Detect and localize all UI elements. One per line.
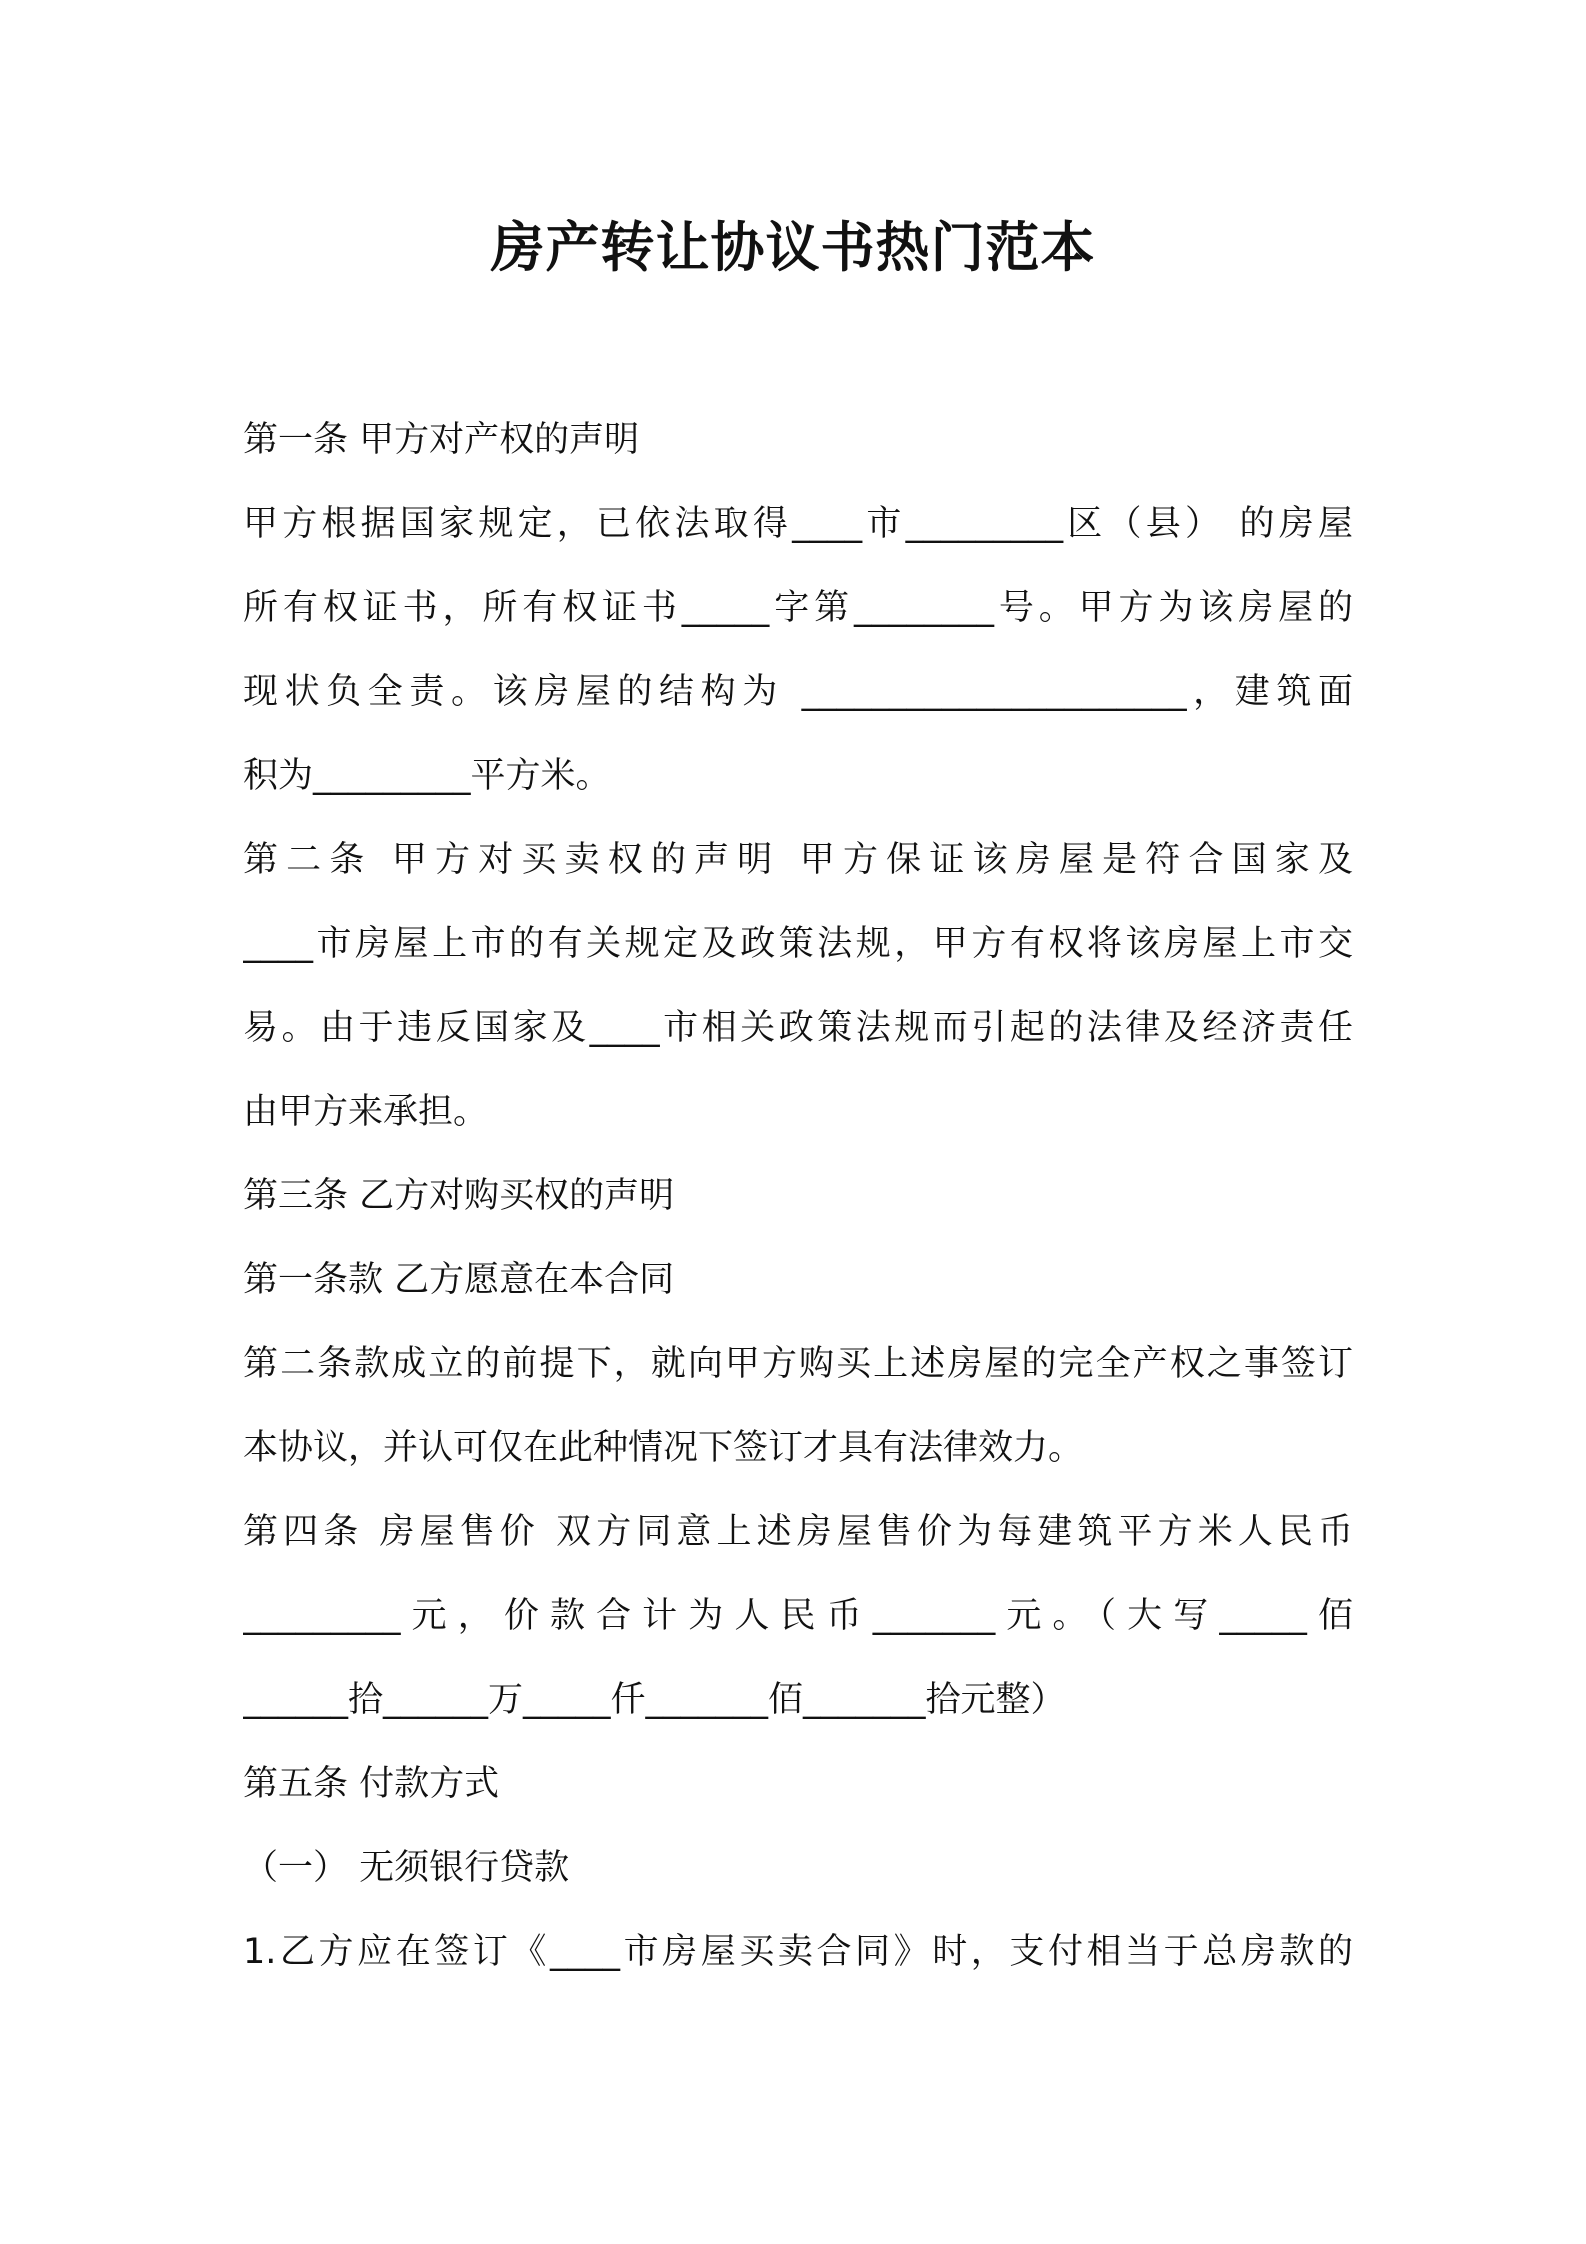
document-title: 房产转让协议书热门范本	[490, 216, 1096, 279]
article-4-line: 第四条 房屋售价 双方同意上述房屋售价为每建筑平方米人民币	[243, 1512, 1353, 1552]
paragraph-line: 本协议，并认可仅在此种情况下签订才具有法律效力。	[243, 1428, 1084, 1468]
paragraph-line: 所有权证书，所有权证书_____字第________号。甲方为该房屋的	[243, 588, 1353, 628]
clause-2-line: 第二条款成立的前提下，就向甲方购买上述房屋的完全产权之事签订	[243, 1344, 1353, 1384]
article-3-heading: 第三条 乙方对购买权的声明	[243, 1176, 675, 1216]
article-5-heading: 第五条 付款方式	[243, 1764, 500, 1804]
paragraph-line: 由甲方来承担。	[243, 1092, 489, 1132]
paragraph-line: 甲方根据国家规定，已依法取得____市_________区（县） 的房屋	[243, 504, 1353, 544]
document-body	[243, 398, 1353, 1994]
article-2-line: 第二条 甲方对买卖权的声明 甲方保证该房屋是符合国家及	[243, 840, 1353, 880]
paragraph-line: 积为_________平方米。	[243, 756, 611, 796]
article-1-heading: 第一条 甲方对产权的声明	[243, 420, 640, 460]
paragraph-line: 1.乙方应在签订《____市房屋买卖合同》时，支付相当于总房款的	[243, 1932, 1353, 1972]
paragraph-line: 易。由于违反国家及____市相关政策法规而引起的法律及经济责任	[243, 1008, 1353, 1048]
paragraph-line: ______拾______万_____仟_______佰_______拾元整）	[243, 1680, 1066, 1720]
clause-1-line: 第一条款 乙方愿意在本合同	[243, 1260, 675, 1300]
subsection-heading: （一） 无须银行贷款	[243, 1848, 570, 1888]
paragraph-line: 现状负全责。该房屋的结构为 ______________________，建筑面	[243, 672, 1353, 712]
paragraph-line: _________元，价款合计为人民币_______元。（大写_____佰	[243, 1596, 1353, 1636]
paragraph-line: ____市房屋上市的有关规定及政策法规，甲方有权将该房屋上市交	[243, 924, 1353, 964]
